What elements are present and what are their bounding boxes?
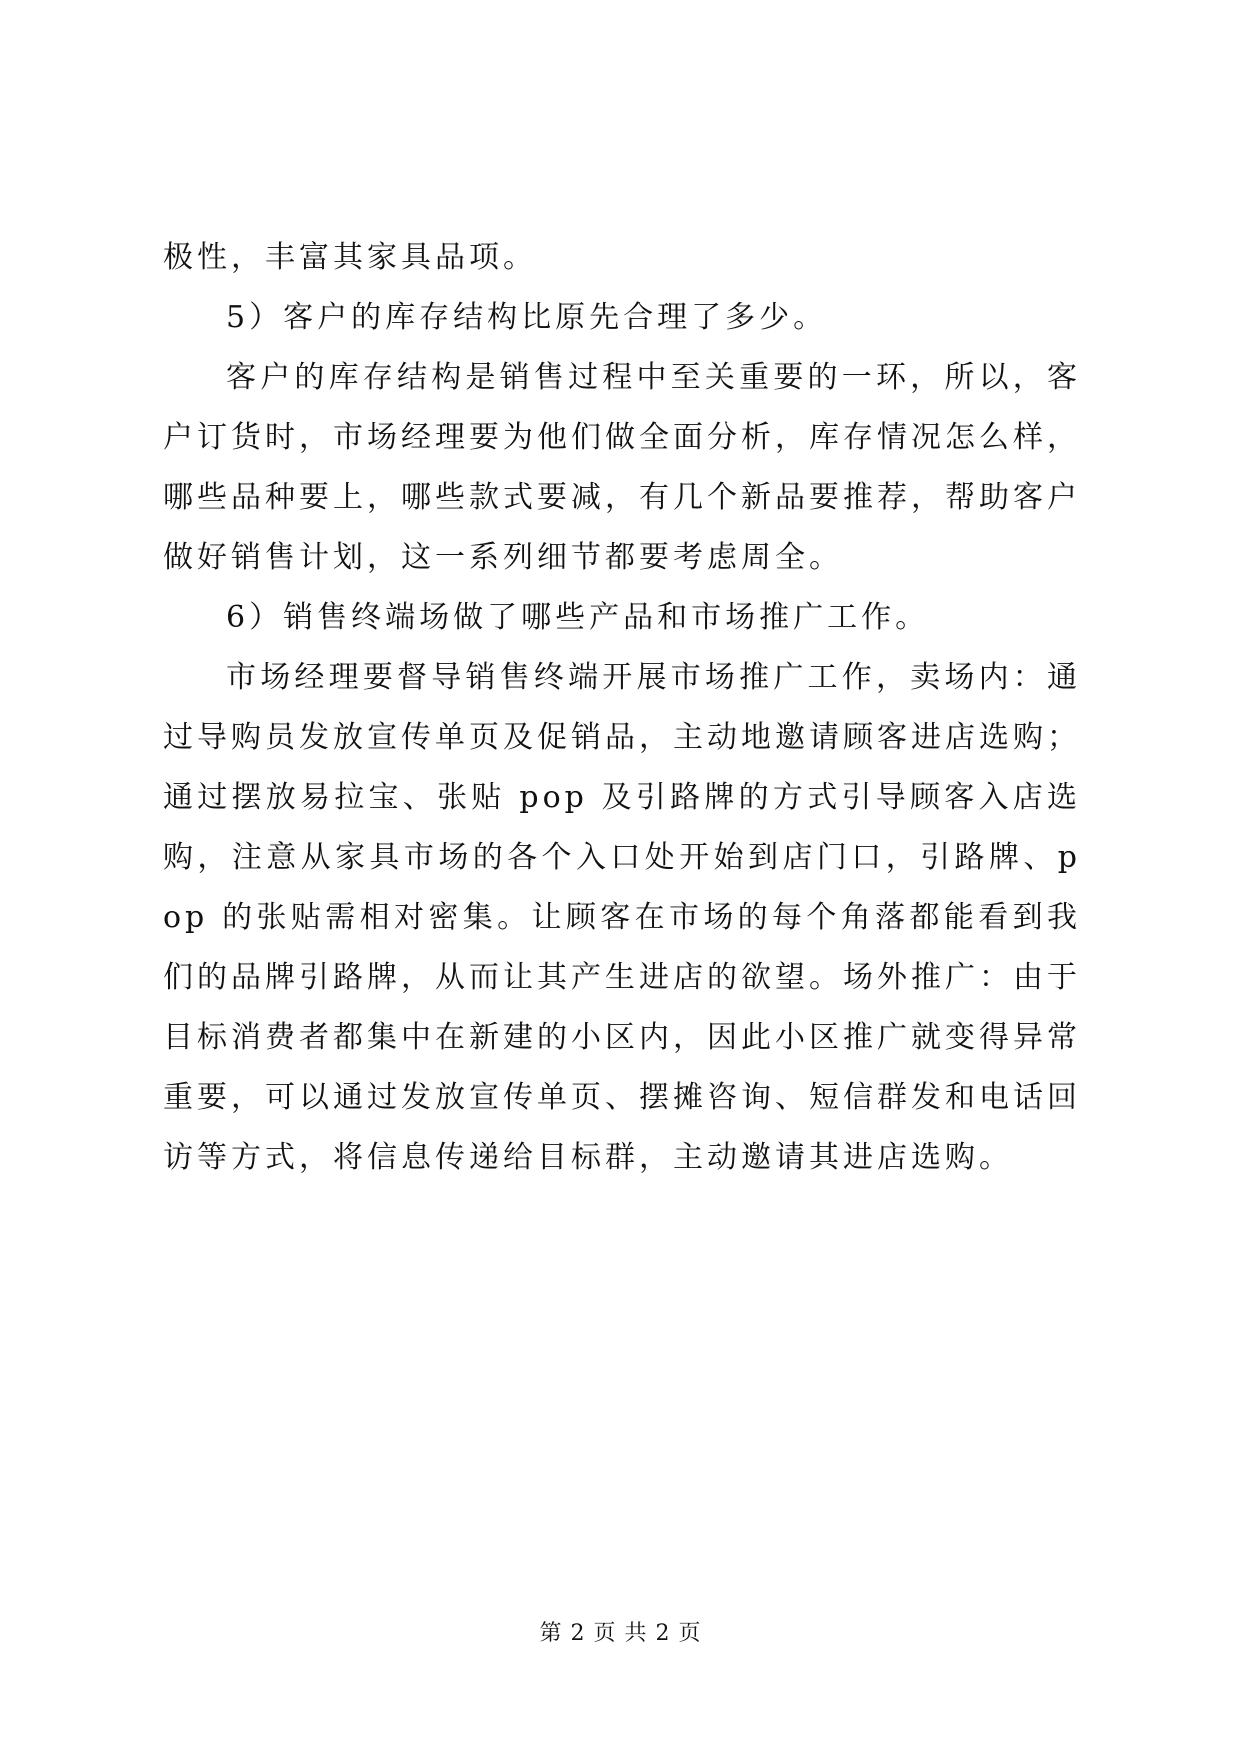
paragraph-market-promotion: 市场经理要督导销售终端开展市场推广工作，卖场内：通过导购员发放宣传单页及促销品，主动地邀请顾客进店选购；通过摆放易拉宝、张贴 pop 及引路牌的方式引导顾客入店选购，注意从家具市场的各个入口处开始到店门口，引路牌、pop 的张贴需相对密集。让顾客在市场的每个角落都能看到我们的品牌引路牌，从而让其产生进店的欲望。场外推广：由于目标消费者都集中在新建的小区内，因此小区推广就变得异常重要，可以通过发放宣传单页、摆摊咨询、短信群发和电话回访等方式，将信息传递给目标群，主动邀请其进店选购。 <box>163 660 1081 1175</box>
page-number-footer: 第 2 页 共 2 页 <box>539 1621 702 1646</box>
paragraph-inventory-structure: 客户的库存结构是销售过程中至关重要的一环，所以，客户订货时，市场经理要为他们做全面分析，库存情况怎么样，哪些品种要上，哪些款式要减，有几个新品要推荐，帮助客户做好销售计划，这一系列细节都要考虑周全。 <box>163 360 1081 575</box>
paragraph-continuation: 极性，丰富其家具品项。 <box>163 240 537 275</box>
document-body <box>163 228 1081 1188</box>
paragraph-heading-6: 6）销售终端场做了哪些产品和市场推广工作。 <box>226 600 930 635</box>
paragraph-heading-5: 5）客户的库存结构比原先合理了多少。 <box>226 300 828 335</box>
